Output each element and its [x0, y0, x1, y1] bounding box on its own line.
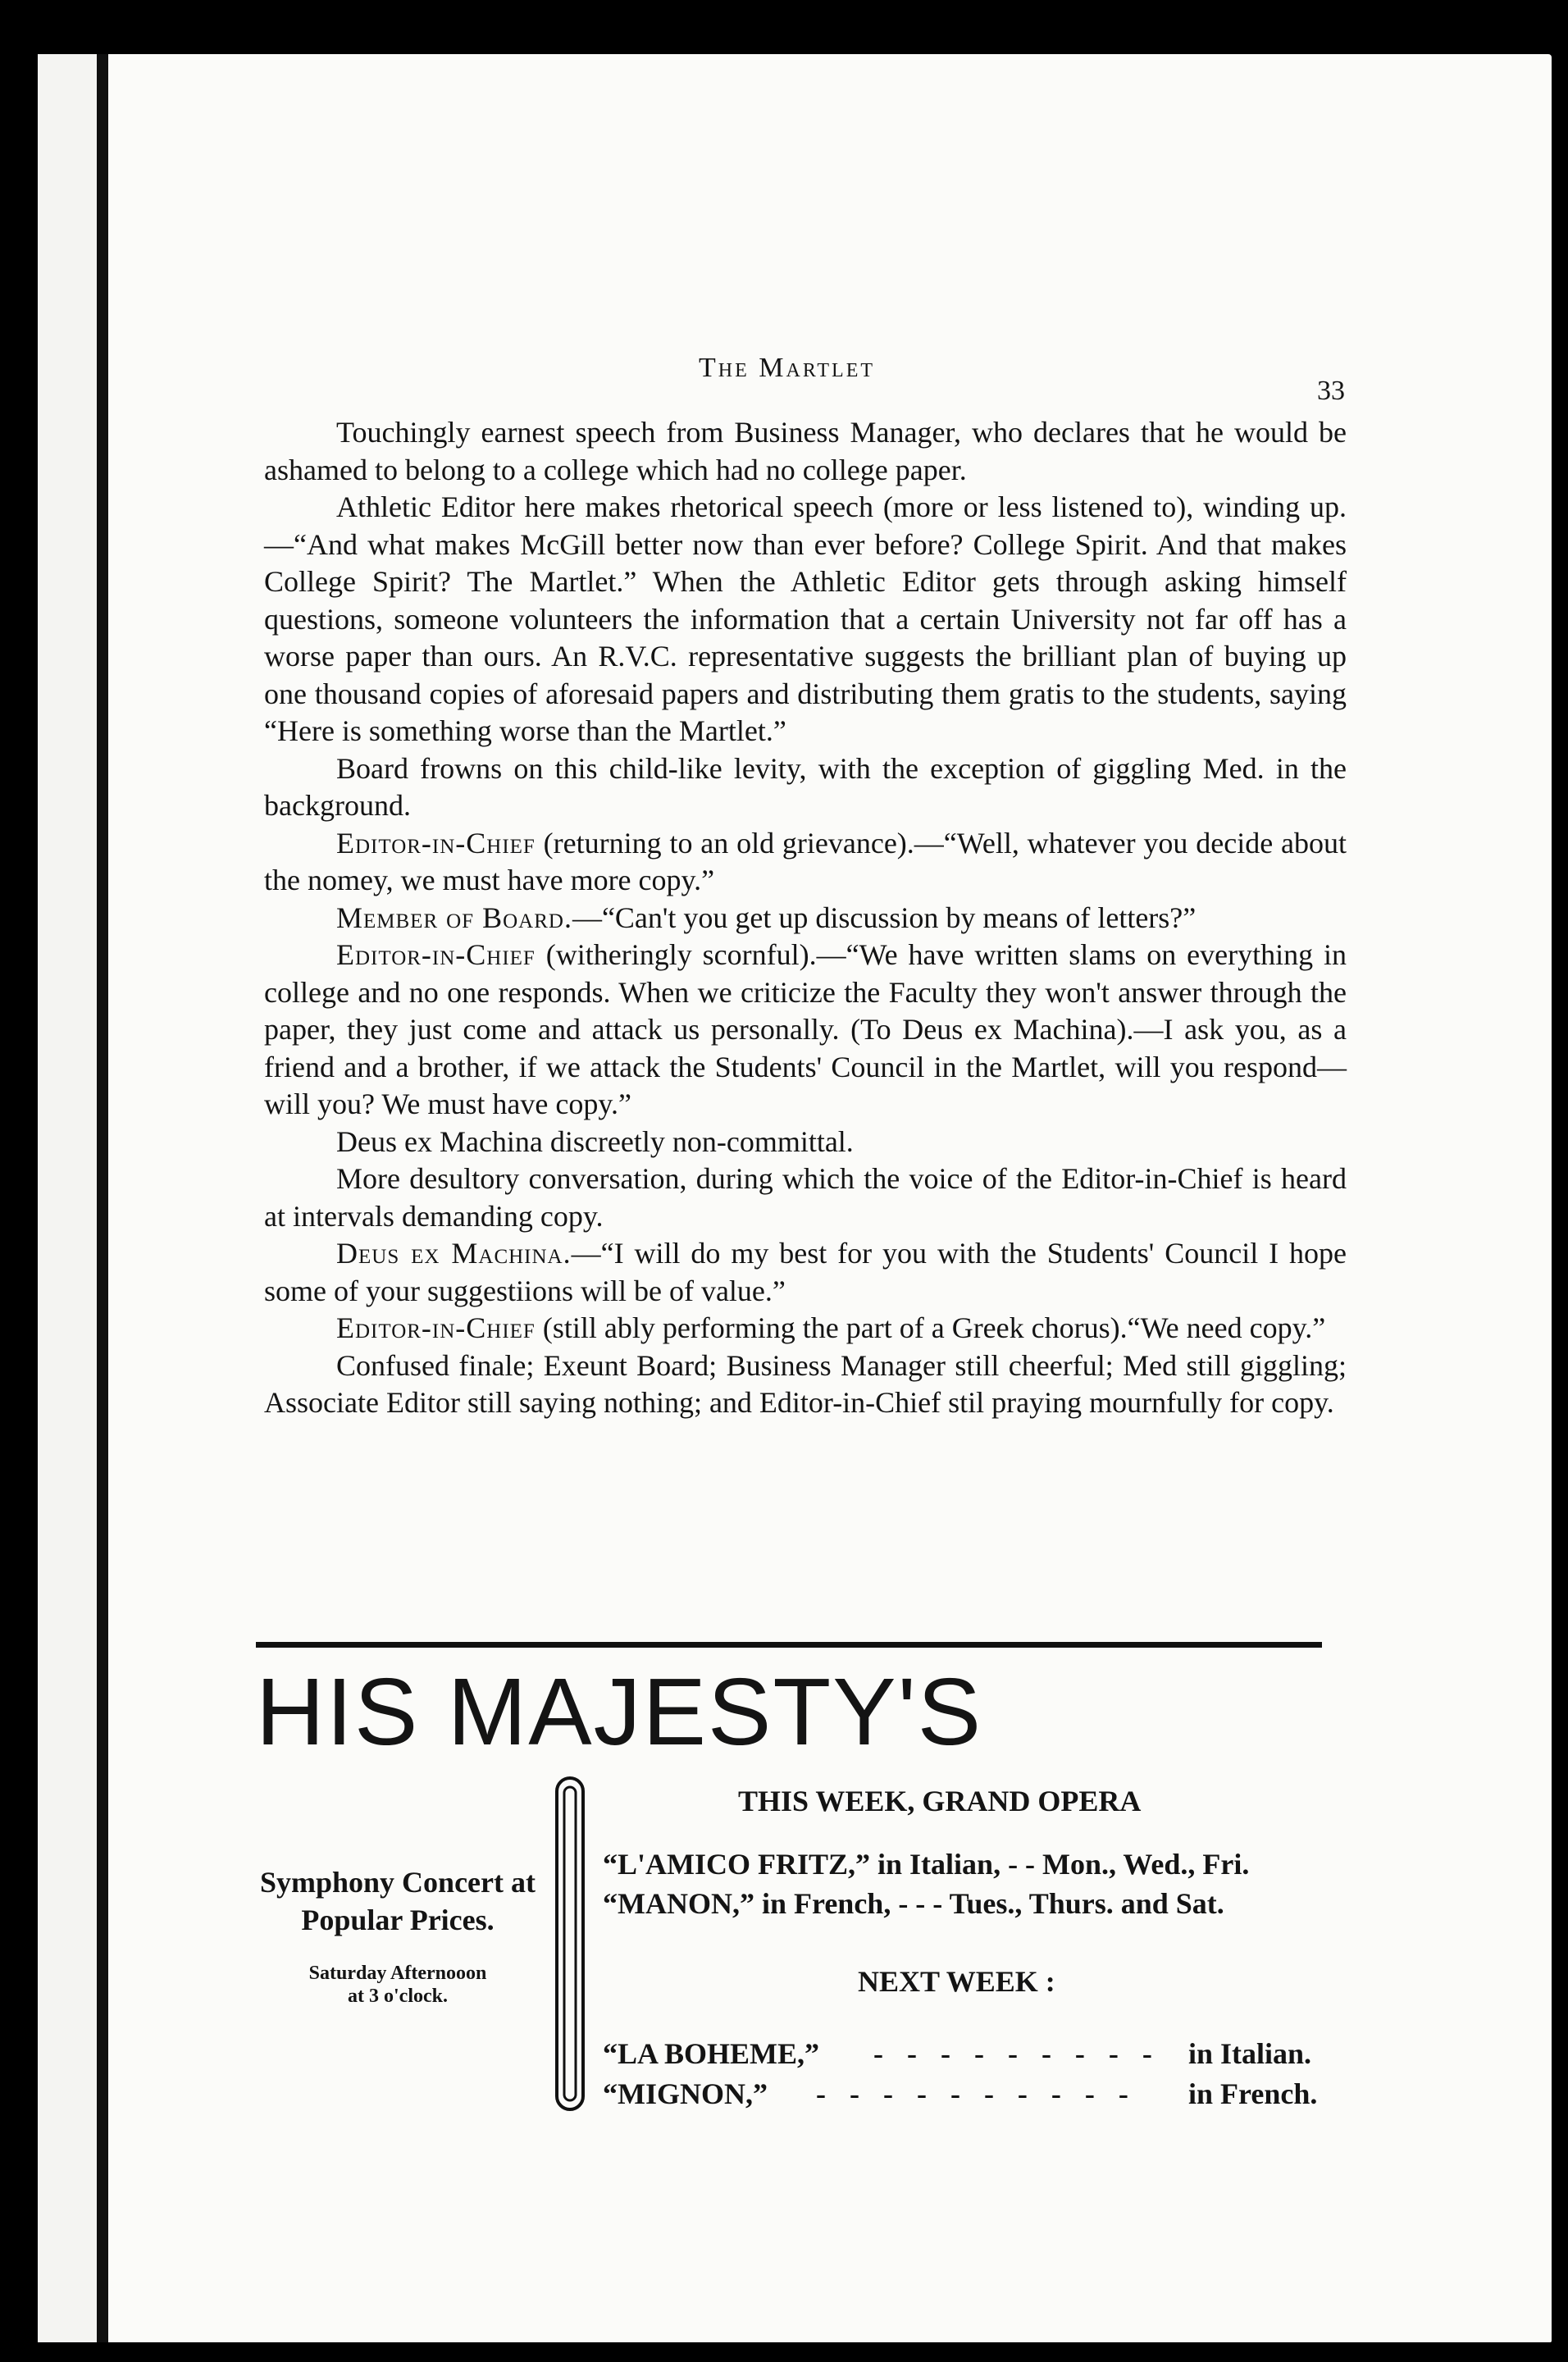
advert-divider-rule: [256, 1642, 1322, 1648]
page-header: [0, 353, 1568, 406]
paragraph: Deus ex Machina.—“I will do my best for you with the Students' Council I hope some of your suggestiions will be of value.”: [264, 1237, 1347, 1307]
opera-language: in French.: [1188, 2077, 1318, 2110]
decorative-bracket: [554, 1776, 586, 2112]
concert-title-line: Symphony Concert at: [259, 1866, 536, 1899]
concert-time-line: at 3 o'clock.: [348, 1986, 448, 2007]
theatre-name: HIS MAJESTY'S: [256, 1658, 983, 1765]
paragraph: Editor-in-Chief (still ably performing the part of a Greek chorus).“We need copy.”: [336, 1311, 1326, 1344]
paragraph: Touchingly earnest speech from Business Manager, who declares that he would be ashamed to belong to a college which had no college paper.: [264, 416, 1347, 486]
concert-title-line: Popular Prices.: [301, 1904, 495, 1936]
opera-title: “MIGNON,”: [603, 2077, 768, 2110]
dash-leader: - - - - - - - - -: [873, 2037, 1160, 2070]
next-week-heading: NEXT WEEK :: [858, 1965, 1055, 1998]
paragraph: Member of Board.—“Can't you get up discussion by means of letters?”: [336, 901, 1197, 934]
opera-title: “LA BOHEME,”: [603, 2037, 820, 2070]
paragraph: Board frowns on this child-like levity, with the exception of giggling Med. in the background.: [264, 751, 1347, 822]
this-week-line: “L'AMICO FRITZ,” in Italian, - - Mon., Wed., Fri.: [603, 1848, 1250, 1881]
opera-language: in Italian.: [1188, 2037, 1312, 2070]
running-head: The Martlet: [699, 353, 876, 383]
paragraph: Confused finale; Exeunt Board; Business Manager still cheerful; Med still giggling; Associate Editor still saying nothing; and Editor-in-Chief stil praying mournfully for copy.: [264, 1348, 1347, 1419]
concert-time-line: Saturday Afternooon: [308, 1963, 487, 1984]
paragraph: More desultory conversation, during which the voice of the Editor-in-Chief is heard at intervals demanding copy.: [264, 1162, 1347, 1233]
paragraph: Editor-in-Chief (witheringly scornful).—“We have written slams on everything in college and no one responds. When we criticize the Faculty they won't answer through the paper, they just come and attack us personally. (To Deus ex Machina).—I ask you, as a friend and a brother, if we attack the Students' Council in the Martlet, will you respond—will you? We must have copy.”: [264, 938, 1347, 1120]
paragraph: Athletic Editor here makes rhetorical speech (more or less listened to), winding up.—“And what makes McGill better now than ever before? College Spirit. And that makes College Spirit? The Martlet.” When the Athletic Editor gets through asking himself questions, someone volunteers the information that a certain University not far off has a worse paper than ours. An R.V.C. representative suggests the brilliant plan of buying up one thousand copies of aforesaid papers and distributing them gratis to the students, saying “Here is something worse than the Martlet.”: [264, 490, 1347, 747]
paragraph: Editor-in-Chief (returning to an old grievance).—“Well, whatever you decide about the nomey, we must have more copy.”: [264, 826, 1347, 896]
dash-leader: - - - - - - - - - -: [816, 2077, 1137, 2110]
article-body: [264, 414, 1347, 1422]
paragraph: Deus ex Machina discreetly non-committal.: [336, 1124, 854, 1158]
this-week-heading: THIS WEEK, GRAND OPERA: [738, 1785, 1142, 1817]
next-week-line: [603, 2077, 1318, 2111]
this-week-line: “MANON,” in French, - - - Tues., Thurs. and Sat.: [603, 1887, 1224, 1920]
concert-notice: [238, 1863, 558, 2008]
next-week-line: [603, 2036, 1312, 2071]
page-number: 33: [1317, 376, 1345, 406]
